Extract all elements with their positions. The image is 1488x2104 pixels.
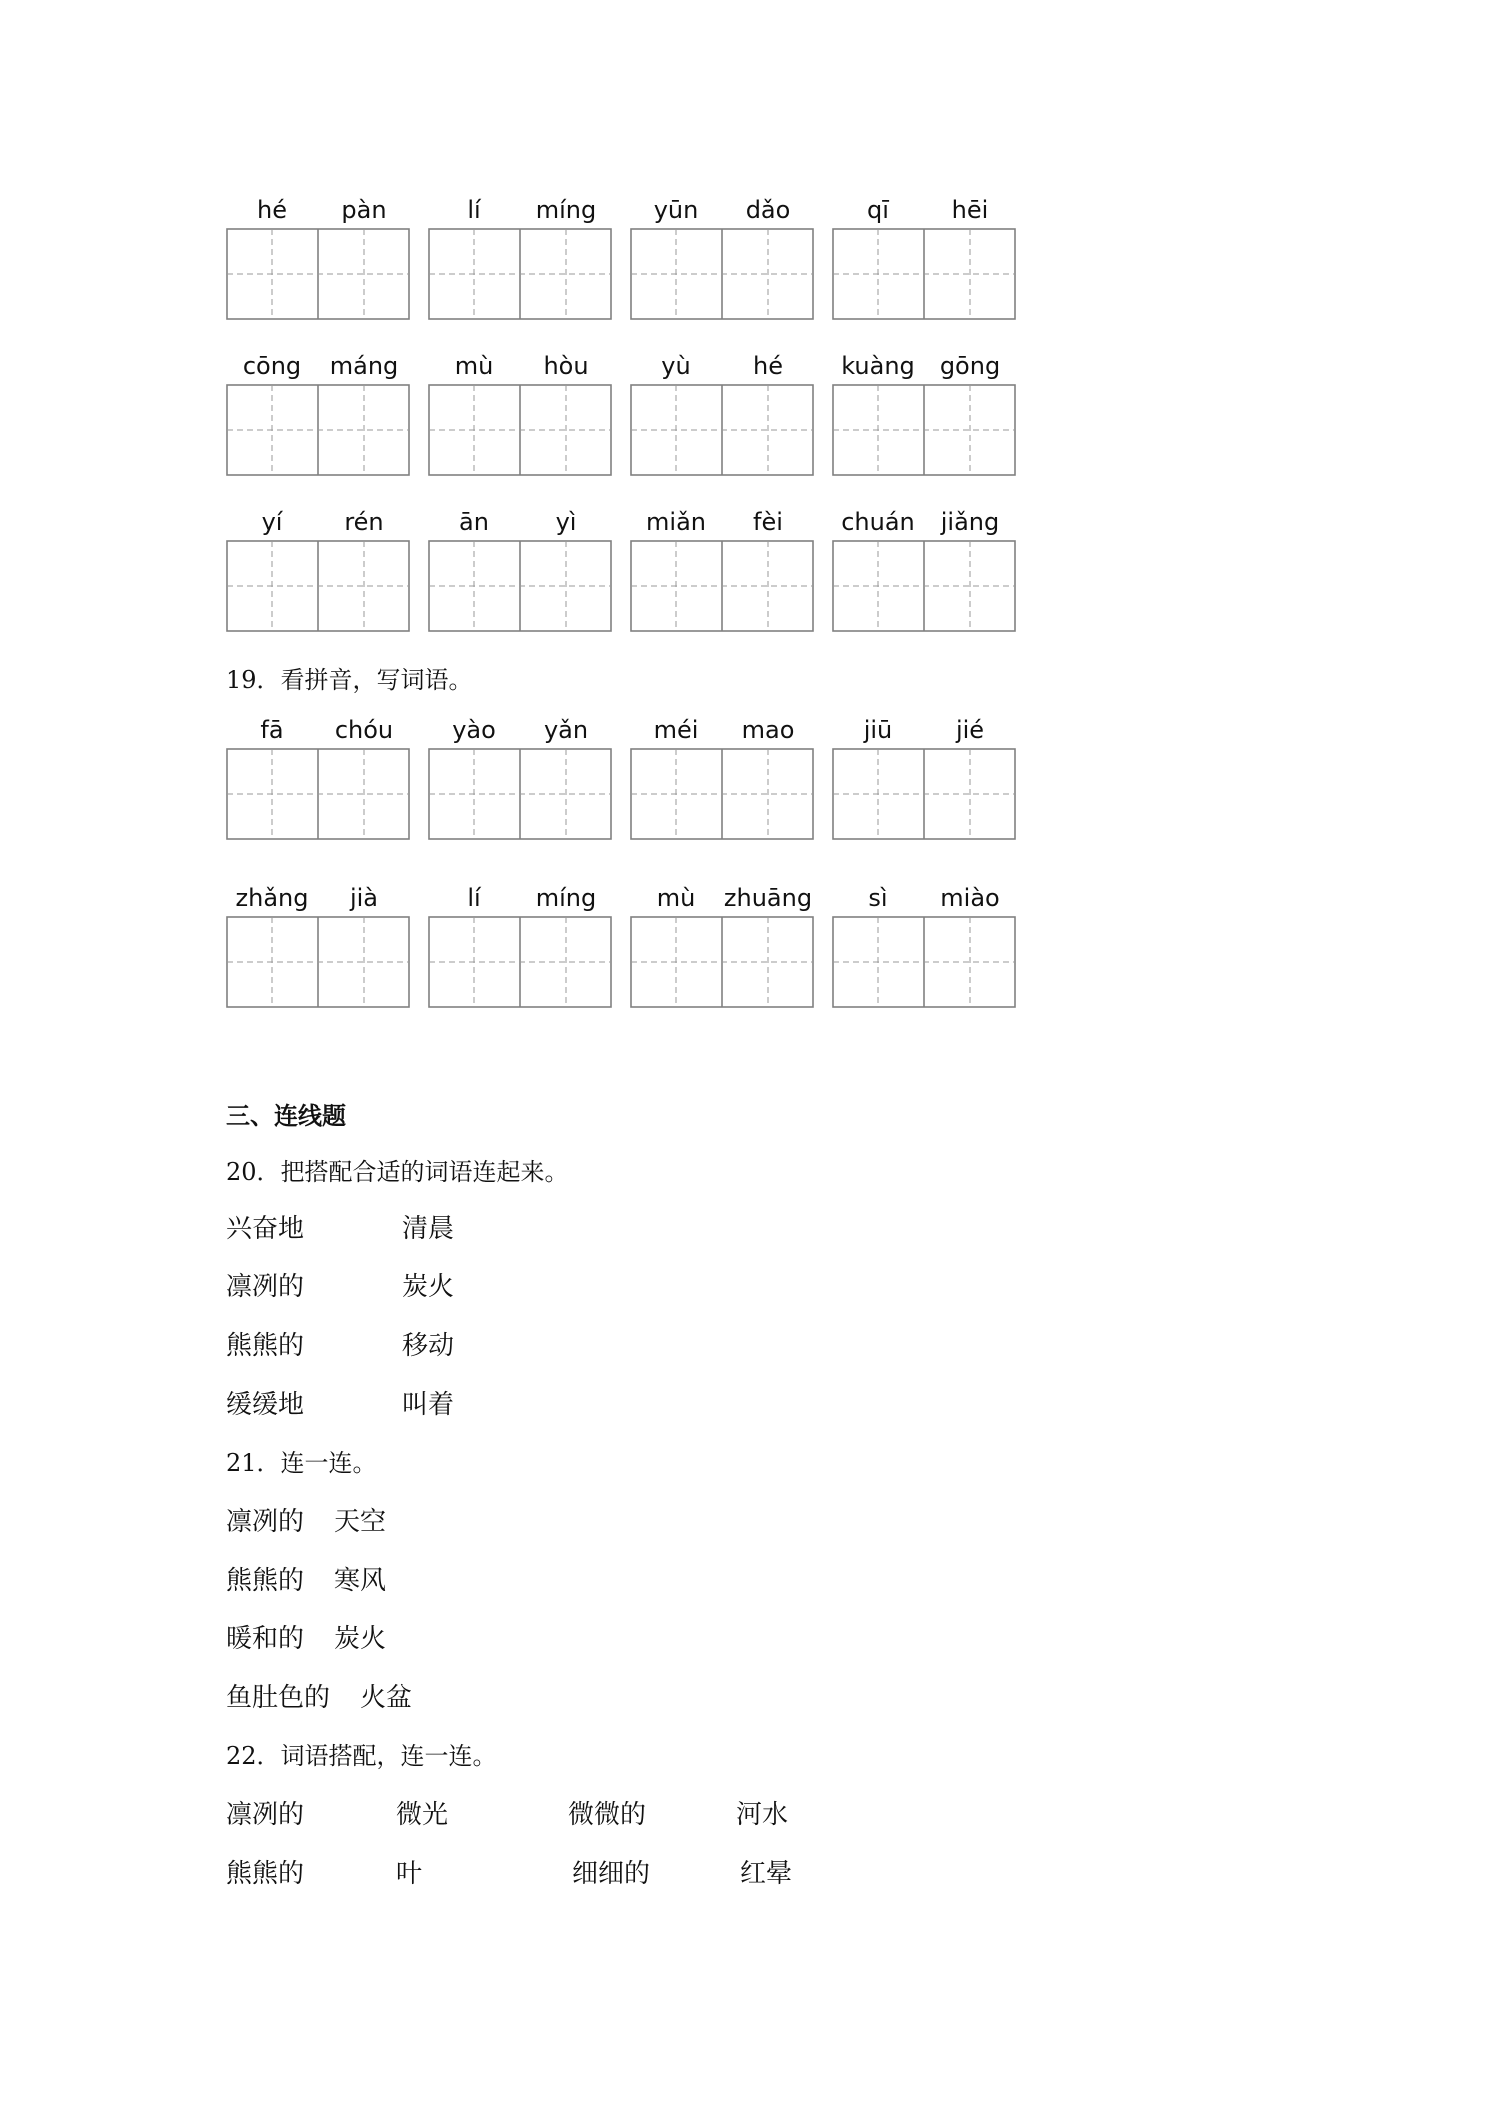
pinyin-syllable: miǎn [646, 508, 706, 536]
tianzige-cells[interactable] [226, 748, 410, 840]
pinyin-syllable: hé [753, 352, 783, 380]
pinyin-syllable: fā [260, 716, 284, 744]
q20-right-item[interactable]: 叫着 [402, 1390, 455, 1420]
pinyin-word-box[interactable] [832, 716, 1016, 842]
tianzige-cells[interactable] [428, 916, 612, 1008]
tianzige-cells[interactable] [428, 228, 612, 320]
writing-cells[interactable] [630, 384, 814, 476]
q20-left-item[interactable]: 凛冽的 [226, 1272, 305, 1302]
q22-item[interactable]: 微微的 [568, 1800, 647, 1830]
tianzige-cells[interactable] [226, 916, 410, 1008]
pinyin-syllable: gōng [939, 352, 1001, 380]
pinyin-word-box[interactable] [226, 716, 410, 842]
pinyin-syllable: dǎo [745, 196, 791, 224]
pinyin-syllable: méi [653, 716, 699, 744]
pinyin-row [630, 716, 814, 750]
q20-right-item[interactable]: 清晨 [402, 1214, 455, 1244]
writing-cells[interactable] [630, 540, 814, 632]
pinyin-word-box[interactable] [630, 508, 814, 634]
writing-cells[interactable] [428, 228, 612, 320]
pinyin-syllable: mù [454, 352, 494, 380]
pinyin-word-box[interactable] [428, 884, 612, 1010]
pinyin-row [428, 352, 612, 386]
pinyin-row [630, 508, 814, 542]
tianzige-cells[interactable] [630, 228, 814, 320]
pinyin-syllable: jià [349, 884, 379, 912]
q20-right-item[interactable]: 移动 [402, 1331, 455, 1361]
pinyin-row [832, 884, 1016, 918]
pinyin-word-box[interactable] [226, 508, 410, 634]
tianzige-cells[interactable] [630, 384, 814, 476]
writing-cells[interactable] [428, 384, 612, 476]
writing-cells[interactable] [226, 228, 410, 320]
writing-cells[interactable] [832, 540, 1016, 632]
writing-cells[interactable] [630, 748, 814, 840]
pinyin-row [630, 196, 814, 230]
q21-left-item[interactable]: 暖和的 [226, 1624, 305, 1654]
q22-item[interactable]: 叶 [396, 1859, 423, 1889]
pinyin-syllable: ān [459, 508, 489, 536]
pinyin-syllable: chuán [841, 508, 915, 536]
pinyin-word-box[interactable] [630, 352, 814, 478]
writing-cells[interactable] [832, 384, 1016, 476]
pinyin-syllable: mù [656, 884, 696, 912]
q22-item[interactable]: 河水 [736, 1800, 789, 1830]
q20-right-item[interactable]: 炭火 [402, 1272, 455, 1302]
pinyin-word-box[interactable] [832, 884, 1016, 1010]
q19-label: 19．看拼音，写词语。 [226, 666, 473, 694]
pinyin-word-box[interactable] [832, 196, 1016, 322]
pinyin-row [630, 884, 814, 918]
pinyin-syllable: jiǎng [940, 508, 1000, 536]
pinyin-word-box[interactable] [226, 884, 410, 1010]
writing-cells[interactable] [428, 540, 612, 632]
pinyin-word-box[interactable] [630, 196, 814, 322]
q22-label: 22．词语搭配，连一连。 [226, 1742, 497, 1770]
pinyin-syllable: fèi [753, 508, 783, 536]
tianzige-cells[interactable] [226, 228, 410, 320]
pinyin-syllable: lí [467, 196, 481, 224]
tianzige-cells[interactable] [832, 228, 1016, 320]
q21-left-item[interactable]: 凛冽的 [226, 1507, 305, 1537]
pinyin-word-box[interactable] [832, 352, 1016, 478]
tianzige-cells[interactable] [832, 748, 1016, 840]
pinyin-syllable: hēi [951, 196, 989, 224]
tianzige-cells[interactable] [226, 540, 410, 632]
tianzige-cells[interactable] [630, 916, 814, 1008]
writing-cells[interactable] [226, 540, 410, 632]
tianzige-cells[interactable] [428, 384, 612, 476]
pinyin-syllable: miào [940, 884, 1000, 912]
pinyin-word-box[interactable] [428, 508, 612, 634]
tianzige-cells[interactable] [428, 748, 612, 840]
pinyin-syllable: mao [741, 716, 795, 744]
writing-cells[interactable] [630, 228, 814, 320]
pinyin-row [832, 508, 1016, 542]
writing-cells[interactable] [428, 916, 612, 1008]
pinyin-syllable: rén [344, 508, 384, 536]
pinyin-word-box[interactable] [428, 352, 612, 478]
pinyin-row [832, 196, 1016, 230]
q21-left-item[interactable]: 鱼肚色的 [226, 1683, 331, 1713]
q22-item[interactable]: 凛冽的 [226, 1800, 305, 1830]
writing-cells[interactable] [832, 748, 1016, 840]
writing-cells[interactable] [226, 916, 410, 1008]
section-title: 三、连线题 [226, 1102, 346, 1130]
q22-item[interactable]: 熊熊的 [226, 1859, 305, 1889]
pinyin-row [428, 196, 612, 230]
pinyin-syllable: hé [257, 196, 287, 224]
pinyin-syllable: pàn [341, 196, 387, 224]
pinyin-syllable: zhǎng [235, 884, 309, 912]
pinyin-syllable: sì [868, 884, 888, 912]
writing-cells[interactable] [832, 916, 1016, 1008]
pinyin-syllable: jiū [863, 716, 893, 744]
pinyin-syllable: máng [329, 352, 399, 380]
pinyin-syllable: yì [555, 508, 577, 536]
pinyin-row [428, 716, 612, 750]
tianzige-cells[interactable] [832, 384, 1016, 476]
q21-label: 21．连一连。 [226, 1449, 377, 1477]
pinyin-row [428, 508, 612, 542]
pinyin-row [832, 352, 1016, 386]
tianzige-cells[interactable] [630, 748, 814, 840]
pinyin-row [226, 884, 410, 918]
q21-right-item[interactable]: 寒风 [334, 1566, 387, 1596]
q21-right-item[interactable]: 炭火 [334, 1624, 387, 1654]
pinyin-syllable: zhuāng [723, 884, 813, 912]
q22-item[interactable]: 微光 [396, 1800, 449, 1830]
pinyin-word-box[interactable] [226, 196, 410, 322]
q21-left-item[interactable]: 熊熊的 [226, 1566, 305, 1596]
q22-item[interactable]: 红晕 [740, 1859, 793, 1889]
q22-item[interactable]: 细细的 [572, 1859, 651, 1889]
pinyin-word-box[interactable] [832, 508, 1016, 634]
writing-cells[interactable] [832, 228, 1016, 320]
pinyin-syllable: míng [535, 196, 597, 224]
pinyin-row [226, 352, 410, 386]
pinyin-row [226, 508, 410, 542]
pinyin-row [428, 884, 612, 918]
pinyin-syllable: yǎn [543, 716, 589, 744]
writing-cells[interactable] [226, 384, 410, 476]
tianzige-cells[interactable] [226, 384, 410, 476]
pinyin-syllable: hòu [543, 352, 589, 380]
pinyin-word-box[interactable] [428, 196, 612, 322]
pinyin-syllable: cōng [242, 352, 302, 380]
q20-label: 20．把搭配合适的词语连起来。 [226, 1158, 569, 1186]
pinyin-word-box[interactable] [630, 716, 814, 842]
pinyin-syllable: chóu [334, 716, 394, 744]
q21-right-item[interactable]: 火盆 [360, 1683, 413, 1713]
pinyin-word-box[interactable] [428, 716, 612, 842]
tianzige-cells[interactable] [832, 916, 1016, 1008]
pinyin-syllable: míng [535, 884, 597, 912]
tianzige-cells[interactable] [428, 540, 612, 632]
pinyin-syllable: jié [955, 716, 985, 744]
pinyin-row [630, 352, 814, 386]
tianzige-cells[interactable] [832, 540, 1016, 632]
q21-right-item[interactable]: 天空 [334, 1507, 387, 1537]
pinyin-syllable: lí [467, 884, 481, 912]
pinyin-syllable: yù [661, 352, 691, 380]
pinyin-word-box[interactable] [226, 352, 410, 478]
pinyin-syllable: yūn [653, 196, 699, 224]
q20-left-item[interactable]: 缓缓地 [226, 1390, 305, 1420]
writing-cells[interactable] [226, 748, 410, 840]
pinyin-syllable: yào [452, 716, 496, 744]
tianzige-cells[interactable] [630, 540, 814, 632]
writing-cells[interactable] [630, 916, 814, 1008]
pinyin-row [226, 716, 410, 750]
q20-left-item[interactable]: 兴奋地 [226, 1214, 305, 1244]
pinyin-syllable: qī [867, 196, 889, 224]
q20-left-item[interactable]: 熊熊的 [226, 1331, 305, 1361]
writing-cells[interactable] [428, 748, 612, 840]
pinyin-row [226, 196, 410, 230]
pinyin-word-box[interactable] [630, 884, 814, 1010]
pinyin-row [832, 716, 1016, 750]
pinyin-syllable: kuàng [841, 352, 915, 380]
pinyin-syllable: yí [261, 508, 283, 536]
